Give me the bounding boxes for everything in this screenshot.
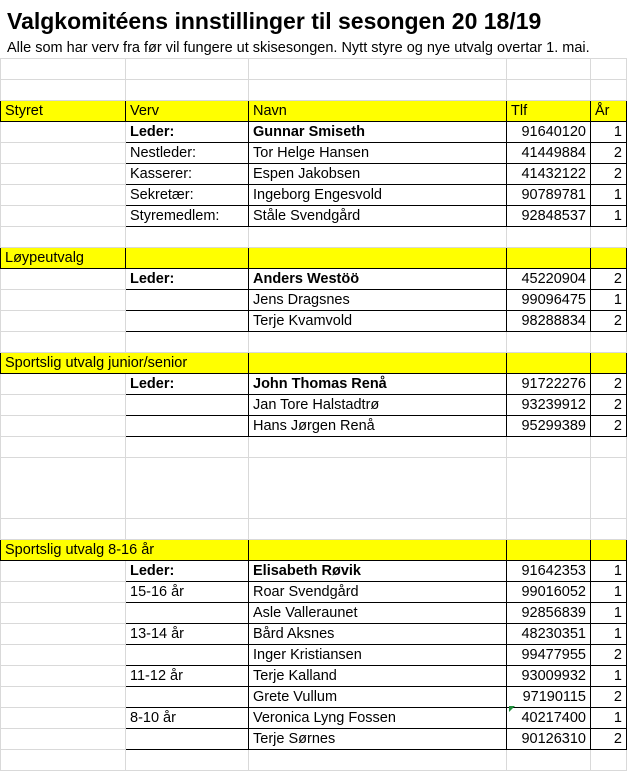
years-cell[interactable]: 2	[591, 416, 627, 437]
section-title-styret[interactable]: Styret	[1, 101, 126, 122]
table-row	[1, 666, 627, 687]
phone-cell[interactable]: 97190115	[507, 687, 591, 708]
name-cell[interactable]: Jens Dragsnes	[249, 290, 507, 311]
years-cell[interactable]: 2	[591, 311, 627, 332]
table-row	[1, 645, 627, 666]
role-cell[interactable]	[126, 729, 249, 750]
role-cell[interactable]	[126, 395, 249, 416]
phone-cell[interactable]: 41449884	[507, 143, 591, 164]
spreadsheet-grid	[0, 58, 627, 771]
name-cell[interactable]: Terje Kalland	[249, 666, 507, 687]
phone-cell[interactable]: 91722276	[507, 374, 591, 395]
phone-cell[interactable]: 90789781	[507, 185, 591, 206]
years-cell[interactable]: 2	[591, 729, 627, 750]
role-cell[interactable]: Leder:	[126, 374, 249, 395]
role-cell[interactable]: Styremedlem:	[126, 206, 249, 227]
table-row	[1, 395, 627, 416]
table-row	[1, 143, 627, 164]
section-title-u16[interactable]: Sportslig utvalg 8-16 år	[1, 540, 249, 561]
table-row	[1, 603, 627, 624]
table-row	[1, 206, 627, 227]
years-cell[interactable]: 1	[591, 666, 627, 687]
name-cell[interactable]: Espen Jakobsen	[249, 164, 507, 185]
blank-cell[interactable]	[1, 458, 126, 519]
table-row	[1, 687, 627, 708]
name-cell[interactable]: Terje Kvamvold	[249, 311, 507, 332]
section-title-junior[interactable]: Sportslig utvalg junior/senior	[1, 353, 249, 374]
role-cell[interactable]	[126, 687, 249, 708]
phone-cell[interactable]: 92856839	[507, 603, 591, 624]
phone-cell[interactable]: 92848537	[507, 206, 591, 227]
role-cell[interactable]: Nestleder:	[126, 143, 249, 164]
years-cell[interactable]: 2	[591, 687, 627, 708]
table-row	[1, 624, 627, 645]
role-cell[interactable]	[126, 416, 249, 437]
role-cell[interactable]	[126, 311, 249, 332]
page-title: Valgkomitéens innstillinger til sesongen 20 18/19	[7, 8, 542, 34]
role-cell[interactable]: Leder:	[126, 122, 249, 143]
role-cell[interactable]	[126, 645, 249, 666]
role-cell[interactable]: 11-12 år	[126, 666, 249, 687]
role-cell[interactable]: 8-10 år	[126, 708, 249, 729]
table-row	[1, 561, 627, 582]
column-header-navn[interactable]: Navn	[249, 101, 507, 122]
name-cell[interactable]: Terje Sørnes	[249, 729, 507, 750]
name-cell[interactable]: Hans Jørgen Renå	[249, 416, 507, 437]
years-cell[interactable]: 2	[591, 269, 627, 290]
years-cell[interactable]: 2	[591, 374, 627, 395]
section-title-loype[interactable]: Løypeutvalg	[1, 248, 126, 269]
blank-cell[interactable]	[1, 519, 126, 540]
page-subtitle: Alle som har verv fra før vil fungere ut skisesongen. Nytt styre og nye utvalg overtar 1. mai.	[7, 40, 590, 56]
phone-cell[interactable]: 40217400	[507, 708, 591, 729]
blank-cell[interactable]	[1, 332, 126, 353]
phone-cell[interactable]: 98288834	[507, 311, 591, 332]
role-cell[interactable]	[126, 290, 249, 311]
name-cell[interactable]: Veronica Lyng Fossen	[249, 708, 507, 729]
blank-cell[interactable]	[1, 437, 126, 458]
role-cell[interactable]	[126, 603, 249, 624]
years-cell[interactable]: 2	[591, 645, 627, 666]
column-header-tlf[interactable]: Tlf	[507, 101, 591, 122]
name-cell[interactable]: Bård Aksnes	[249, 624, 507, 645]
phone-cell[interactable]: 45220904	[507, 269, 591, 290]
years-cell[interactable]: 2	[591, 164, 627, 185]
name-cell[interactable]: Tor Helge Hansen	[249, 143, 507, 164]
column-header-ar[interactable]: År	[591, 101, 627, 122]
name-cell[interactable]: Inger Kristiansen	[249, 645, 507, 666]
table-row	[1, 582, 627, 603]
years-cell[interactable]: 1	[591, 561, 627, 582]
role-cell[interactable]: Kasserer:	[126, 164, 249, 185]
phone-cell[interactable]: 99016052	[507, 582, 591, 603]
years-cell[interactable]: 1	[591, 708, 627, 729]
section-header-u16	[1, 540, 627, 561]
name-cell[interactable]: Anders Westöö	[249, 269, 507, 290]
phone-cell[interactable]: 41432122	[507, 164, 591, 185]
phone-cell[interactable]: 95299389	[507, 416, 591, 437]
name-cell[interactable]: Grete Vullum	[249, 687, 507, 708]
blank-cell[interactable]	[1, 59, 126, 80]
phone-cell[interactable]: 99096475	[507, 290, 591, 311]
role-cell[interactable]: 13-14 år	[126, 624, 249, 645]
blank-cell[interactable]	[1, 227, 126, 248]
name-cell[interactable]: John Thomas Renå	[249, 374, 507, 395]
section-header-loype	[1, 248, 627, 269]
years-cell[interactable]: 1	[591, 185, 627, 206]
years-cell[interactable]: 1	[591, 290, 627, 311]
section-header-junior	[1, 353, 627, 374]
phone-cell[interactable]: 93009932	[507, 666, 591, 687]
name-cell[interactable]: Roar Svendgård	[249, 582, 507, 603]
name-cell[interactable]: Asle Valleraunet	[249, 603, 507, 624]
table-row	[1, 416, 627, 437]
table-row	[1, 122, 627, 143]
name-cell[interactable]: Elisabeth Røvik	[249, 561, 507, 582]
column-header-verv[interactable]: Verv	[126, 101, 249, 122]
years-cell[interactable]: 2	[591, 143, 627, 164]
blank-cell[interactable]	[1, 80, 126, 101]
phone-cell[interactable]: 90126310	[507, 729, 591, 750]
years-cell[interactable]: 1	[591, 206, 627, 227]
table-row	[1, 311, 627, 332]
table-row	[1, 729, 627, 750]
phone-cell[interactable]: 93239912	[507, 395, 591, 416]
name-cell[interactable]: Gunnar Smiseth	[249, 122, 507, 143]
table-row	[1, 185, 627, 206]
phone-cell[interactable]: 91640120	[507, 122, 591, 143]
table-row	[1, 290, 627, 311]
blank-cell[interactable]	[1, 750, 126, 771]
role-cell[interactable]: Sekretær:	[126, 185, 249, 206]
role-cell[interactable]: 15-16 år	[126, 582, 249, 603]
role-cell[interactable]: Leder:	[126, 561, 249, 582]
table-row	[1, 374, 627, 395]
cell-note-indicator	[509, 706, 515, 712]
years-cell[interactable]: 1	[591, 582, 627, 603]
phone-cell[interactable]: 91642353	[507, 561, 591, 582]
years-cell[interactable]: 1	[591, 624, 627, 645]
table-row	[1, 164, 627, 185]
name-cell[interactable]: Ståle Svendgård	[249, 206, 507, 227]
table-row	[1, 708, 627, 729]
name-cell[interactable]: Ingeborg Engesvold	[249, 185, 507, 206]
years-cell[interactable]: 2	[591, 395, 627, 416]
section-header-styret	[1, 101, 627, 122]
years-cell[interactable]: 1	[591, 603, 627, 624]
table-row	[1, 269, 627, 290]
years-cell[interactable]: 1	[591, 122, 627, 143]
phone-cell[interactable]: 48230351	[507, 624, 591, 645]
phone-cell[interactable]: 99477955	[507, 645, 591, 666]
name-cell[interactable]: Jan Tore Halstadtrø	[249, 395, 507, 416]
role-cell[interactable]: Leder:	[126, 269, 249, 290]
